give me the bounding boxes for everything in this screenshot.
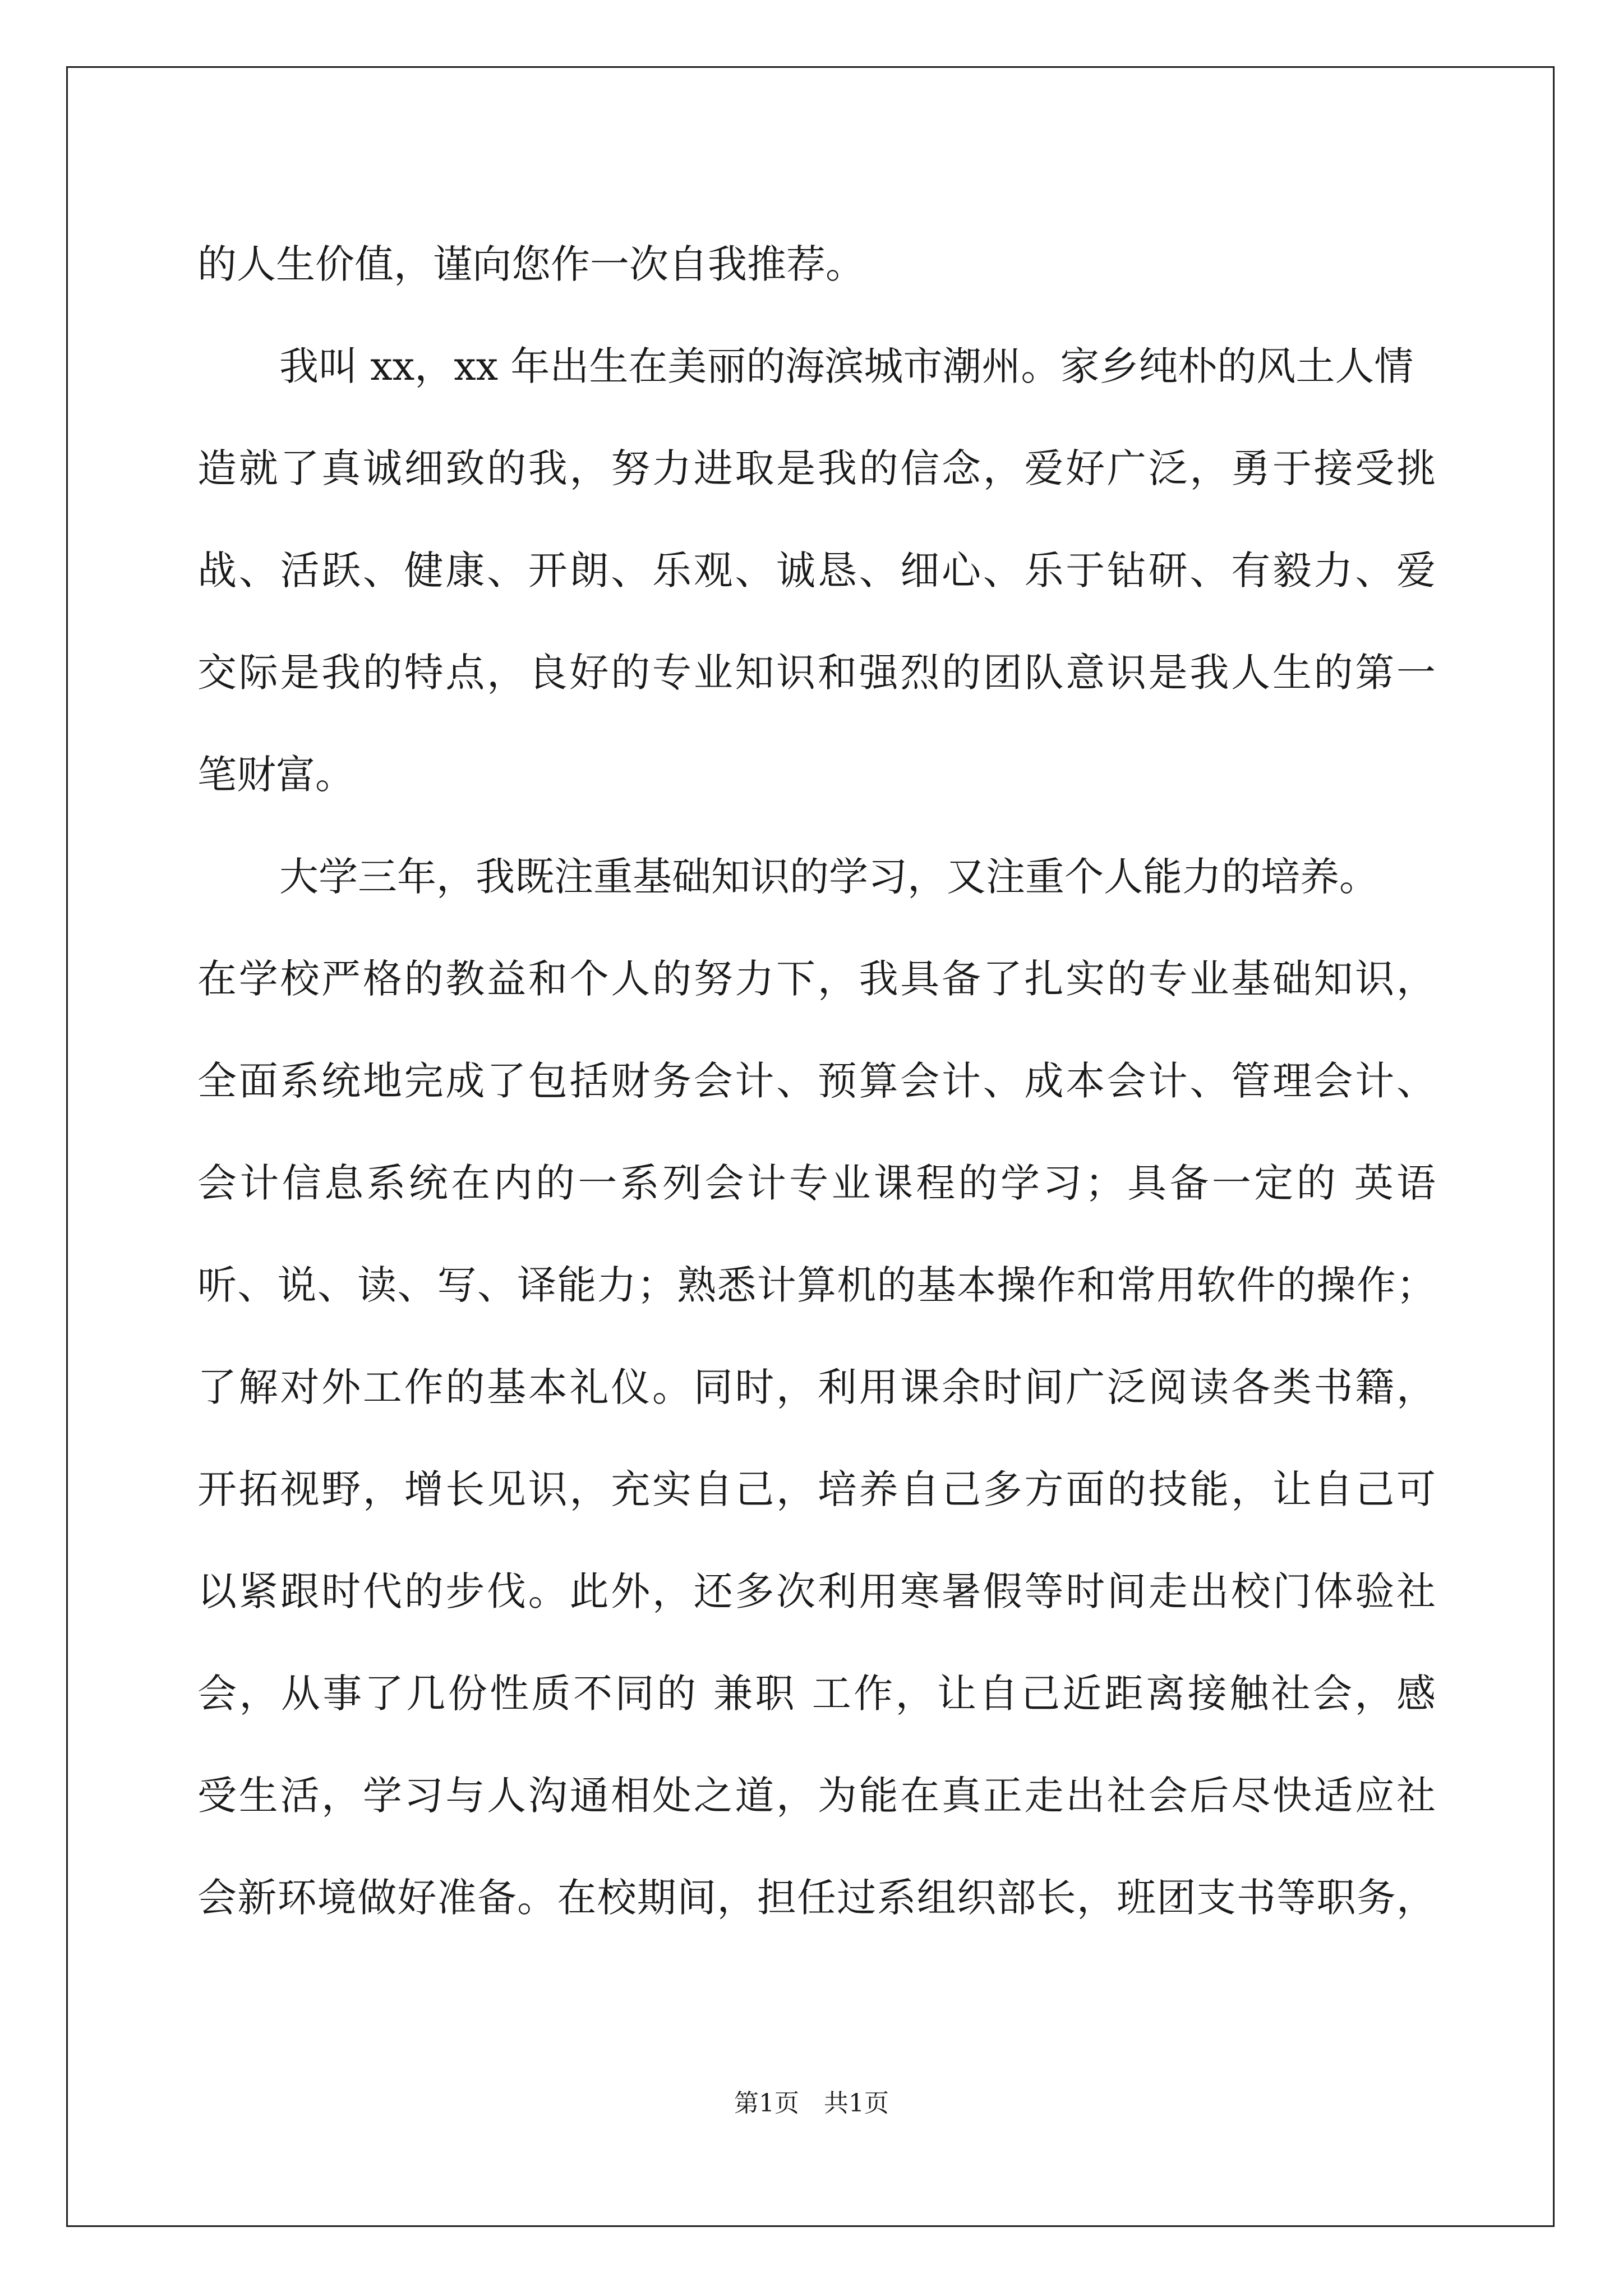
text-line: 我叫 xx，xx 年出生在美丽的海滨城市潮州。家乡纯朴的风土人情 xyxy=(279,343,1414,389)
text-line: 在学校严格的教益和个人的努力下，我具备了扎实的专业基础知识， xyxy=(197,956,1436,1002)
text-line: 交际是我的特点，良好的专业知识和强烈的团队意识是我人生的第一 xyxy=(197,650,1436,696)
text-line: 的人生价值，谨向您作一次自我推荐。 xyxy=(197,241,865,287)
text-line: 开拓视野，增长见识，充实自己，培养自己多方面的技能，让自己可 xyxy=(197,1466,1436,1512)
text-line: 造就了真诚细致的我，努力进取是我的信念，爱好广泛，勇于接受挑 xyxy=(197,445,1436,491)
text-line: 受生活，学习与人沟通相处之道，为能在真正走出社会后尽快适应社 xyxy=(197,1773,1436,1819)
text-line: 战、活跃、健康、开朗、乐观、诚恳、细心、乐于钻研、有毅力、爱 xyxy=(197,547,1436,593)
text-line: 大学三年，我既注重基础知识的学习，又注重个人能力的培养。 xyxy=(279,854,1378,900)
text-line: 会新环境做好准备。在校期间，担任过系组织部长，班团支书等职务， xyxy=(197,1875,1436,1921)
text-line: 了解对外工作的基本礼仪。同时，利用课余时间广泛阅读各类书籍， xyxy=(197,1364,1436,1410)
text-line: 以紧跟时代的步伐。此外，还多次利用寒暑假等时间走出校门体验社 xyxy=(197,1568,1436,1614)
text-line: 会计信息系统在内的一系列会计专业课程的学习；具备一定的 英语 xyxy=(197,1160,1436,1206)
text-line: 笔财富。 xyxy=(197,752,354,798)
text-line: 全面系统地完成了包括财务会计、预算会计、成本会计、管理会计、 xyxy=(197,1058,1436,1104)
text-line: 会，从事了几份性质不同的 兼职 工作，让自己近距离接触社会，感 xyxy=(197,1671,1436,1717)
text-line: 听、说、读、写、译能力；熟悉计算机的基本操作和常用软件的操作； xyxy=(197,1262,1436,1308)
page-number-footer: 第1页 共1页 xyxy=(734,2089,889,2118)
body-text xyxy=(197,213,1436,1949)
